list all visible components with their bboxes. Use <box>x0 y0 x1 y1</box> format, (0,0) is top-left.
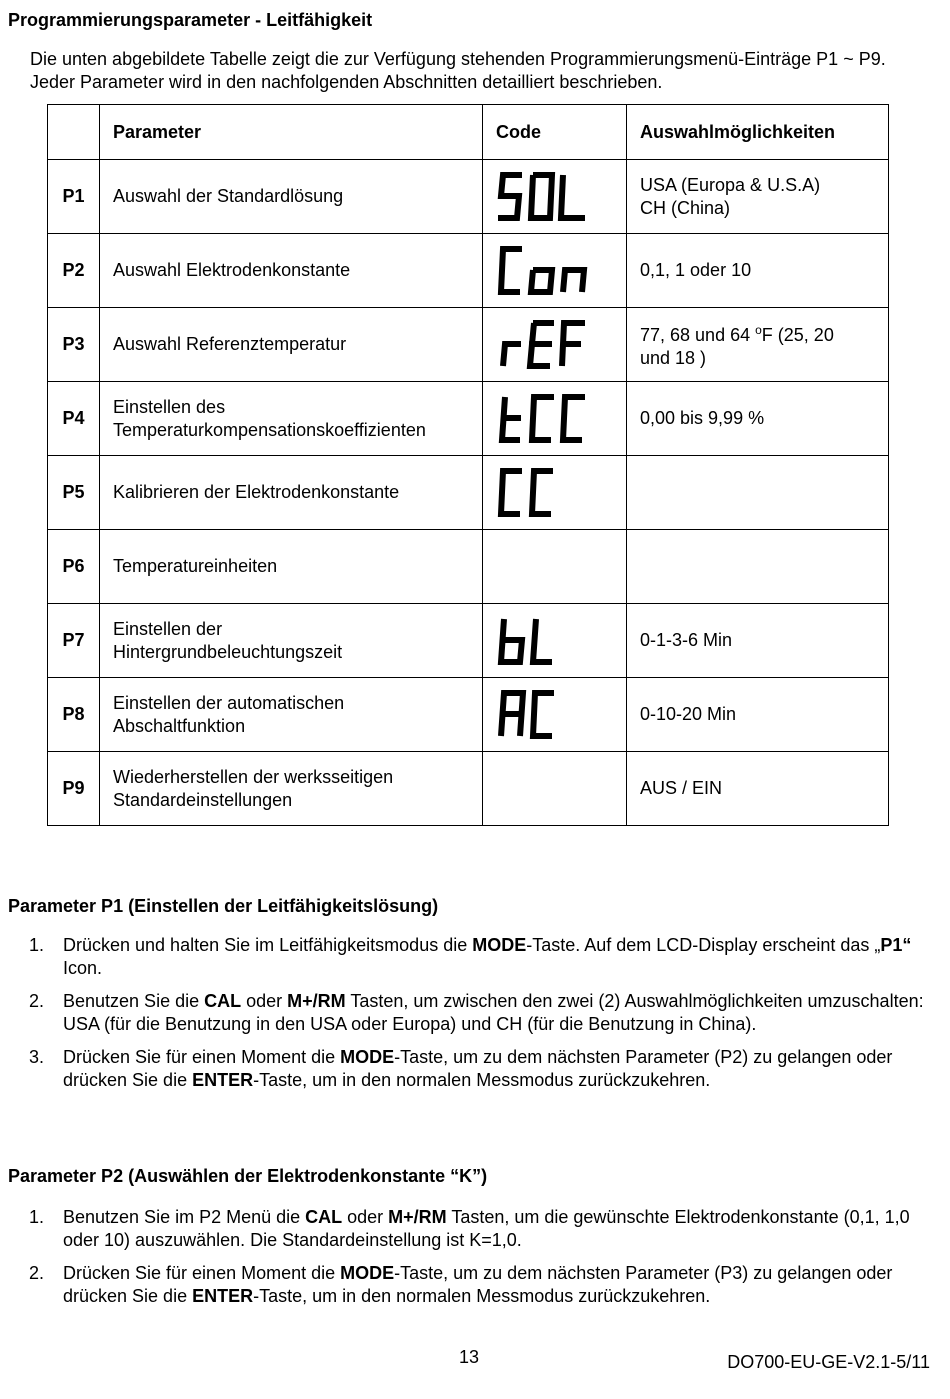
param-options: AUS / EIN <box>627 752 889 826</box>
step-text: -Taste, um zu dem nächsten Parameter (P3) zu gelangen oder drücken Sie die <box>63 1263 893 1306</box>
lcd-code-cell <box>483 234 627 308</box>
param-number: P4 <box>48 382 100 456</box>
list-item <box>0 1206 935 1252</box>
key-name: ENTER <box>192 1286 254 1306</box>
table-header-row <box>48 105 889 160</box>
header-options: Auswahlmöglichkeiten <box>627 105 889 160</box>
param-options: USA (Europa & U.S.A) CH (China) <box>627 160 889 234</box>
param-options: 0,1, 1 oder 10 <box>627 234 889 308</box>
param-description: Kalibrieren der Elektrodenkonstante <box>100 456 483 530</box>
page-number: 13 <box>459 1347 480 1367</box>
header-code: Code <box>483 105 627 160</box>
key-name: MODE <box>340 1263 395 1283</box>
param-number: P9 <box>48 752 100 826</box>
table-row <box>48 530 889 604</box>
step-number: 3. <box>29 1047 45 1067</box>
lcd-code-ref-icon <box>497 318 597 372</box>
param-options: 0,00 bis 9,99 % <box>627 382 889 456</box>
intro-paragraph: Die unten abgebildete Tabelle zeigt die zur Verfügung stehenden Programmierungsmenü-Einträge P1 ~ P9. Jeder Parameter wird in den nachfolgenden Abschnitten detailliert beschrieben. <box>30 49 886 92</box>
step-text: Drücken und halten Sie im Leitfähigkeitsmodus die <box>63 935 473 955</box>
step-text: -Taste, um in den normalen Messmodus zurückzukehren. <box>253 1070 711 1090</box>
lcd-code-tcc-icon <box>497 392 597 446</box>
list-item <box>0 934 935 980</box>
list-item <box>0 990 935 1036</box>
table-row <box>48 382 889 456</box>
steps-list-p1 <box>0 934 935 1102</box>
param-options <box>627 456 889 530</box>
step-text: Drücken Sie für einen Moment die <box>63 1263 341 1283</box>
lcd-code-cell <box>483 382 627 456</box>
header-num <box>48 105 100 160</box>
lcd-code-cc-icon <box>497 466 567 520</box>
param-options <box>627 530 889 604</box>
options-text-b: F (25, 20 und 18 ) <box>640 325 834 368</box>
param-number: P7 <box>48 604 100 678</box>
param-description: Auswahl Elektrodenkonstante <box>100 234 483 308</box>
icon-name: P1“ <box>880 935 912 955</box>
lcd-code-cell <box>483 752 627 826</box>
param-description: Auswahl der Standardlösung <box>100 160 483 234</box>
degree-sup: o <box>755 323 762 337</box>
section-heading-p2: Parameter P2 (Auswählen der Elektrodenkonstante “K”) <box>8 1166 488 1186</box>
table-row <box>48 234 889 308</box>
key-name: M+/RM <box>388 1207 447 1227</box>
step-text: Icon. <box>63 958 103 978</box>
step-text: Drücken Sie für einen Moment die <box>63 1047 341 1067</box>
lcd-code-con-icon <box>497 244 597 298</box>
step-text: Tasten, um die gewünschte Elektrodenkonstante (0,1, 1,0 oder 10) auszuwählen. Die Standardeinstellung ist K=1,0. <box>63 1207 910 1250</box>
step-text: -Taste, um zu dem nächsten Parameter (P2) zu gelangen oder drücken Sie die <box>63 1047 893 1090</box>
step-text: -Taste. Auf dem LCD-Display erscheint das „ <box>526 935 881 955</box>
table-row <box>48 604 889 678</box>
steps-list-p2 <box>0 1206 935 1318</box>
param-options: 0-10-20 Min <box>627 678 889 752</box>
param-description: Einstellen der Hintergrundbeleuchtungszeit <box>100 604 483 678</box>
lcd-code-sol-icon <box>497 170 592 224</box>
table-row <box>48 308 889 382</box>
options-text-a: 77, 68 und 64 <box>640 325 756 345</box>
param-number: P2 <box>48 234 100 308</box>
param-number: P3 <box>48 308 100 382</box>
step-text: Benutzen Sie im P2 Menü die <box>63 1207 306 1227</box>
key-name: MODE <box>340 1047 395 1067</box>
page-title: Programmierungsparameter - Leitfähigkeit <box>8 10 373 30</box>
step-text: Benutzen Sie die <box>63 991 205 1011</box>
param-description: Einstellen des Temperaturkompensationskoeffizienten <box>100 382 483 456</box>
param-description: Wiederherstellen der werksseitigen Standardeinstellungen <box>100 752 483 826</box>
step-number: 1. <box>29 1207 45 1227</box>
param-number: P8 <box>48 678 100 752</box>
table-row <box>48 160 889 234</box>
param-description: Auswahl Referenztemperatur <box>100 308 483 382</box>
document-id: DO700-EU-GE-V2.1-5/11 <box>727 1352 930 1372</box>
lcd-code-cell <box>483 678 627 752</box>
param-description: Einstellen der automatischen Abschaltfunktion <box>100 678 483 752</box>
lcd-code-ac-icon <box>497 688 567 742</box>
param-description: Temperatureinheiten <box>100 530 483 604</box>
key-name: CAL <box>305 1207 343 1227</box>
step-number: 1. <box>29 935 45 955</box>
lcd-code-cell <box>483 604 627 678</box>
step-text: oder <box>241 991 288 1011</box>
param-number: P6 <box>48 530 100 604</box>
table-row <box>48 456 889 530</box>
lcd-code-cell <box>483 530 627 604</box>
parameter-table <box>47 104 889 826</box>
key-name: ENTER <box>192 1070 254 1090</box>
step-text: -Taste, um in den normalen Messmodus zurückzukehren. <box>253 1286 711 1306</box>
header-parameter: Parameter <box>100 105 483 160</box>
param-options <box>627 308 889 382</box>
table-row <box>48 752 889 826</box>
lcd-code-bl-icon <box>497 614 567 668</box>
section-heading-p1: Parameter P1 (Einstellen der Leitfähigkeitslösung) <box>8 896 439 916</box>
list-item <box>0 1046 935 1092</box>
key-name: CAL <box>204 991 242 1011</box>
param-number: P5 <box>48 456 100 530</box>
list-item <box>0 1262 935 1308</box>
lcd-code-cell <box>483 160 627 234</box>
lcd-code-cell <box>483 456 627 530</box>
step-number: 2. <box>29 1263 45 1283</box>
param-options: 0-1-3-6 Min <box>627 604 889 678</box>
step-number: 2. <box>29 991 45 1011</box>
table-row <box>48 678 889 752</box>
param-number: P1 <box>48 160 100 234</box>
key-name: MODE <box>472 935 527 955</box>
lcd-code-cell <box>483 308 627 382</box>
key-name: M+/RM <box>287 991 346 1011</box>
step-text: Tasten, um zwischen den zwei (2) Auswahlmöglichkeiten umzuschalten: USA (für die Benutzung in den USA oder Europa) und CH (für die Benutzung in China). <box>63 991 924 1034</box>
step-text: oder <box>342 1207 389 1227</box>
